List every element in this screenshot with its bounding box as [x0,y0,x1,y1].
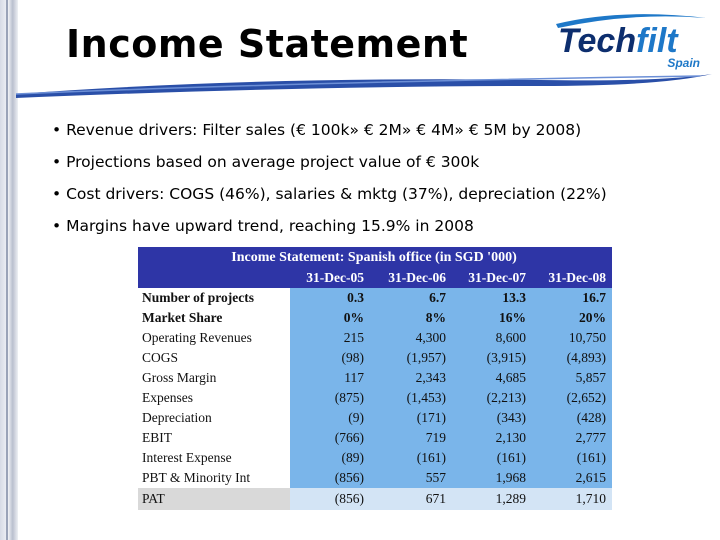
row-label: Number of projects [138,288,290,308]
cell-value: 1,710 [532,488,612,510]
cell-value: (9) [290,408,370,428]
cell-value: 117 [290,368,370,388]
table-caption: Income Statement: Spanish office (in SGD '000) [138,247,612,268]
logo-sub: Spain [667,56,700,70]
table-row [138,448,612,468]
cell-value: 2,130 [452,428,532,448]
cell-value: (4,893) [532,348,612,368]
cell-value: 13.3 [452,288,532,308]
cell-value: (171) [370,408,452,428]
cell-value: (1,957) [370,348,452,368]
techfilt-logo [552,8,712,72]
bullet-list [52,116,717,244]
table-row [138,428,612,448]
cell-value: 16% [452,308,532,328]
row-label: PBT & Minority Int [138,468,290,488]
table-row [138,468,612,488]
table-row [138,348,612,368]
cell-value: (2,652) [532,388,612,408]
table-row-total [138,488,612,510]
cell-value: 8,600 [452,328,532,348]
cell-value: (161) [532,448,612,468]
row-label: PAT [138,488,290,510]
cell-value: (161) [452,448,532,468]
cell-value: 1,289 [452,488,532,510]
column-header: 31-Dec-06 [370,268,452,288]
cell-value: 20% [532,308,612,328]
bullet-item: • Cost drivers: COGS (46%), salaries & mktg (37%), depreciation (22%) [52,185,607,203]
cell-value: 2,343 [370,368,452,388]
cell-value: 1,968 [452,468,532,488]
bullet-item: • Margins have upward trend, reaching 15.9% in 2008 [52,217,474,235]
cell-value: (161) [370,448,452,468]
cell-value: (343) [452,408,532,428]
table-row [138,328,612,348]
cell-value: 4,300 [370,328,452,348]
row-label: Interest Expense [138,448,290,468]
logo-wordmark [558,22,679,60]
cell-value: 0% [290,308,370,328]
cell-value: (98) [290,348,370,368]
row-label: Expenses [138,388,290,408]
table-row [138,308,612,328]
cell-value: (766) [290,428,370,448]
row-label: EBIT [138,428,290,448]
logo-tech: Tech [558,22,637,60]
cell-value: 0.3 [290,288,370,308]
cell-value: (856) [290,468,370,488]
cell-value: 4,685 [452,368,532,388]
cell-value: (428) [532,408,612,428]
column-header: 31-Dec-08 [532,268,612,288]
cell-value: 6.7 [370,288,452,308]
column-header: 31-Dec-07 [452,268,532,288]
cell-value: 10,750 [532,328,612,348]
row-label: Depreciation [138,408,290,428]
header-blank [138,268,290,288]
table-row [138,288,612,308]
row-label: Market Share [138,308,290,328]
column-header: 31-Dec-05 [290,268,370,288]
logo-filt: filt [636,22,678,60]
cell-value: 719 [370,428,452,448]
cell-value: 671 [370,488,452,510]
cell-value: 215 [290,328,370,348]
table-row [138,368,612,388]
row-label: Gross Margin [138,368,290,388]
row-label: Operating Revenues [138,328,290,348]
cell-value: 16.7 [532,288,612,308]
cell-value: 5,857 [532,368,612,388]
row-label: COGS [138,348,290,368]
cell-value: (89) [290,448,370,468]
bullet-item: • Revenue drivers: Filter sales (€ 100k» € 2M» € 4M» € 5M by 2008) [52,121,582,139]
table-row [138,388,612,408]
cell-value: 557 [370,468,452,488]
cell-value: (856) [290,488,370,510]
cell-value: (1,453) [370,388,452,408]
cell-value: (875) [290,388,370,408]
bullet-item: • Projections based on average project value of € 300k [52,153,480,171]
table-row [138,408,612,428]
cell-value: 2,615 [532,468,612,488]
cell-value: (3,915) [452,348,532,368]
slide-title: Income Statement [66,22,469,66]
cell-value: 8% [370,308,452,328]
header-swoosh [0,72,720,112]
income-statement-table [138,247,612,517]
cell-value: (2,213) [452,388,532,408]
cell-value: 2,777 [532,428,612,448]
